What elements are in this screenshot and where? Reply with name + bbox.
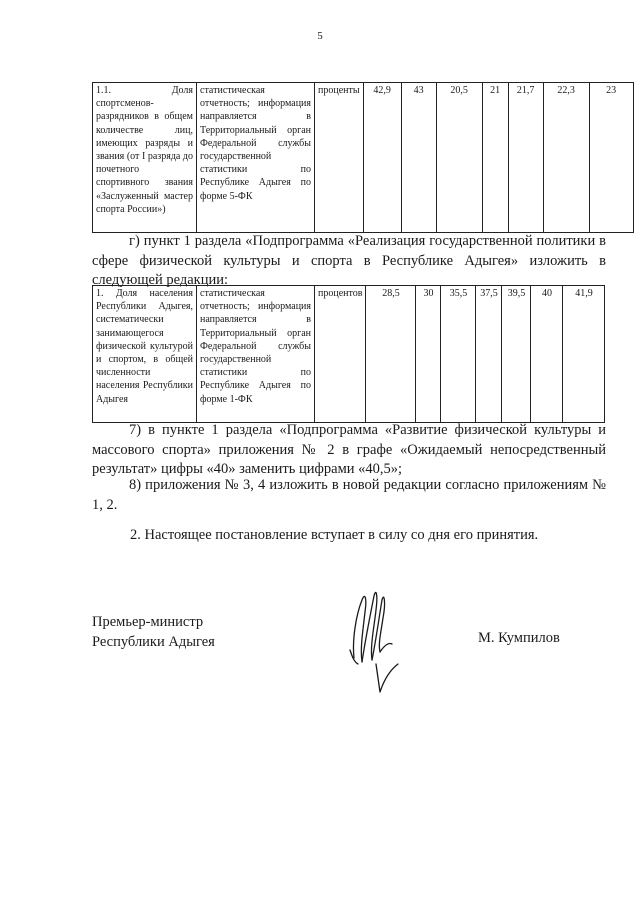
value-cell: 20,5 bbox=[436, 83, 482, 233]
value-cell: 39,5 bbox=[502, 286, 531, 423]
signatory-title-line2: Республики Адыгея bbox=[92, 633, 215, 650]
value-cell: 21 bbox=[482, 83, 508, 233]
value-cell: 30 bbox=[416, 286, 441, 423]
value-cell: 22,3 bbox=[543, 83, 589, 233]
value-cell: 28,5 bbox=[366, 286, 416, 423]
value-cell: 23 bbox=[589, 83, 633, 233]
indicator-description: 1. Доля населения Республики Адыгея, систематически занимающегося физической культурой и спортом, в общей численности населения Республики Адыгея bbox=[93, 286, 197, 423]
value-cell: 43 bbox=[401, 83, 436, 233]
data-source-cell: статистическая отчетность; информация направляется в Территориальный орган Федеральной службы государственной статистики по Республике Адыгея по форме 5-ФК bbox=[197, 83, 315, 233]
unit-cell: процентов bbox=[315, 286, 366, 423]
indicator-description: 1.1. Доля спортсменов-разрядников в общем количестве лиц, имеющих разряды и звания (от I разряда до почетного спортивного звания «Заслуженный мастер спорта России») bbox=[93, 83, 197, 233]
unit-cell: проценты bbox=[315, 83, 364, 233]
value-cell: 40 bbox=[531, 286, 563, 423]
signatory-name: М. Кумпилов bbox=[478, 630, 560, 646]
page-number: 5 bbox=[317, 30, 323, 42]
indicator-table-population bbox=[92, 285, 605, 423]
effective-date-paragraph: 2. Настоящее постановление вступает в силу со дня его принятия. bbox=[130, 527, 539, 543]
amendment-paragraph-g: г) пункт 1 раздела «Подпрограмма «Реализация государственной политики в сфере физической культуры и спорта в Республике Адыгея» изложить в следующей редакции: bbox=[92, 233, 606, 288]
signatory-title bbox=[92, 613, 215, 652]
value-cell: 41,9 bbox=[563, 286, 605, 423]
value-cell: 42,9 bbox=[363, 83, 401, 233]
amendment-paragraph-8: 8) приложения № 3, 4 изложить в новой редакции согласно приложениям № 1, 2. bbox=[92, 477, 606, 513]
data-source-cell: статистическая отчетность; информация направляется в Территориальный орган Федеральной службы государственной статистики по Республике Адыгея по форме 1-ФК bbox=[197, 286, 315, 423]
value-cell: 35,5 bbox=[441, 286, 476, 423]
value-cell: 37,5 bbox=[476, 286, 502, 423]
indicator-table-sportsmen bbox=[92, 82, 634, 233]
value-cell: 21,7 bbox=[508, 83, 543, 233]
amendment-paragraph-7: 7) в пункте 1 раздела «Подпрограмма «Развитие физической культуры и массового спорта» приложения № 2 в графе «Ожидаемый непосредственный результат» цифры «40» заменить цифрами «40,5»; bbox=[92, 422, 606, 477]
handwritten-signature bbox=[332, 580, 412, 700]
signatory-title-line1: Премьер-министр bbox=[92, 614, 204, 630]
